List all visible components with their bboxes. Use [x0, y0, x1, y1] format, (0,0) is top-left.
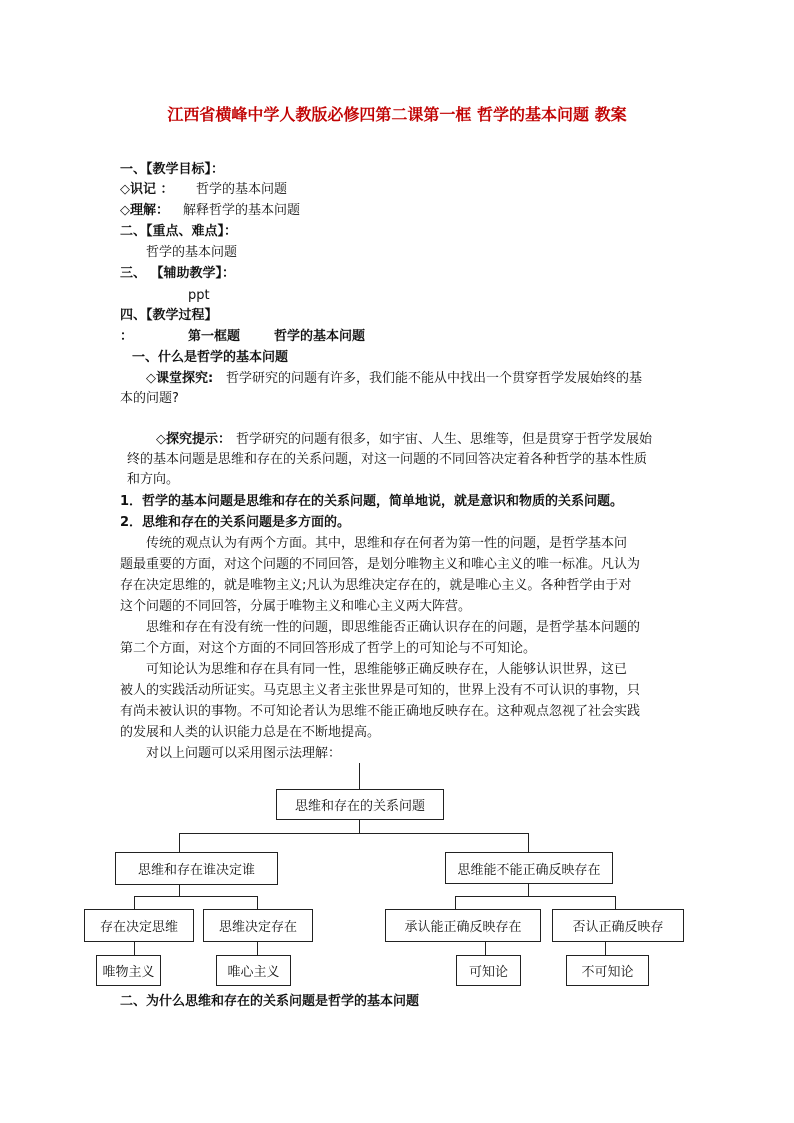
key-points-text: 哲学的基本问题: [146, 245, 238, 260]
hint-line-2: 终的基本问题是思维和存在的关系问题，对这一问题的不同回答决定着各种哲学的基本性质: [127, 452, 648, 467]
diagram-left-box: 思维和存在谁决定谁: [115, 852, 278, 885]
para3-line-2: 被人的实践活动所证实。马克思主义者主张世界是可知的，世界上没有不可认识的事物，只: [120, 683, 641, 698]
diagram-rl-box: 承认能正确反映存在: [385, 909, 541, 942]
aids-heading: 三、 【辅助教学】：: [120, 266, 236, 281]
para1-line-3: 存在决定思维的，就是唯物主义;凡认为思维决定存在的，就是唯心主义。各种哲学由于对: [120, 578, 632, 593]
part1-heading: 一、什么是哲学的基本问题: [132, 350, 289, 365]
diagram-ll-leaf: 唯物主义: [96, 955, 161, 986]
inquiry-line-1: 哲学研究的问题有许多，我们能不能从中找出一个贯穿哲学发展始终的基: [226, 371, 643, 386]
point-2: 2．思维和存在的关系问题是多方面的。: [120, 515, 351, 530]
hint-line-3: 和方向。: [127, 472, 180, 487]
diagram-root-box: 思维和存在的关系问题: [276, 789, 444, 820]
ll-branch-line: [134, 896, 135, 909]
diagram-lr-box: 思维决定存在: [203, 909, 313, 942]
para3-line-1: 可知论认为思维和存在具有同一性，思维能够正确反映存在，人能够认识世界，这已: [146, 662, 628, 677]
diagram-ll-box: 存在决定思维: [84, 909, 194, 942]
diagram-rl-leaf: 可知论: [456, 955, 521, 986]
understand-label: ◇理解：: [120, 203, 169, 218]
inquiry-label: ◇课堂探究:: [146, 371, 214, 386]
rr-branch-line: [615, 896, 616, 909]
root-down-line: [359, 818, 360, 833]
memorize-label: ◇识记 ：: [120, 182, 174, 197]
rl-leaf-line: [485, 940, 486, 955]
hint-label: ◇探究提示：: [156, 432, 231, 447]
ll-leaf-line: [134, 940, 135, 955]
inquiry-line-2: 本的问题?: [120, 391, 179, 406]
diagram-rr-leaf: 不可知论: [566, 955, 649, 986]
hint-line-1: 哲学研究的问题有很多，如宇宙、人生、思维等，但是贯穿于哲学发展始: [236, 432, 653, 447]
rl-branch-line: [455, 896, 456, 909]
aids-text: ppt: [188, 288, 210, 303]
point-1: 1．哲学的基本问题是思维和存在的关系问题，简单地说，就是意识和物质的关系问题。: [120, 494, 624, 509]
para3-line-4: 的发展和人类的认识能力总是在不断地提高。: [120, 725, 381, 740]
para3-line-3: 有尚未被认识的事物。不可知论者认为思维不能正确地反映存在。这种观点忽视了社会实践: [120, 704, 641, 719]
part2-heading: 二、为什么思维和存在的关系问题是哲学的基本问题: [120, 994, 420, 1009]
para2-line-2: 第二个方面，对这个方面的不同回答形成了哲学上的可知论与不可知论。: [120, 641, 537, 656]
understand-text: 解释哲学的基本问题: [183, 203, 301, 218]
frame-title: 哲学的基本问题: [274, 329, 366, 344]
right-down-line: [528, 882, 529, 896]
para4-line: 对以上问题可以采用图示法理解：: [146, 746, 342, 761]
diagram-lr-leaf: 唯心主义: [216, 955, 291, 986]
para1-line-1: 传统的观点认为有两个方面。其中，思维和存在何者为第一性的问题，是哲学基本问: [146, 536, 628, 551]
diagram-rr-box: 否认正确反映存: [552, 909, 684, 942]
process-heading: 四、【教学过程】: [120, 308, 218, 323]
rr-leaf-line: [605, 940, 606, 955]
para2-line-1: 思维和存在有没有统一性的问题，即思维能否正确认识存在的问题，是哲学基本问题的: [146, 620, 641, 635]
key-points-heading: 二、【重点、难点】：: [120, 224, 238, 239]
right-level2-line: [455, 896, 616, 897]
root-top-line: [359, 763, 360, 789]
process-colon: ：: [120, 329, 134, 344]
left-branch-line: [179, 833, 180, 853]
frame-label: 第一框题: [188, 329, 241, 344]
teaching-goals-heading: 一、【教学目标】：: [120, 162, 225, 177]
left-level2-line: [134, 896, 258, 897]
para1-line-2: 题最重要的方面，对这个问题的不同回答，是划分唯物主义和唯心主义的唯一标准。凡认为: [120, 557, 641, 572]
memorize-text: 哲学的基本问题: [196, 182, 288, 197]
para1-line-4: 这个问题的不同回答，分属于唯物主义和唯心主义两大阵营。: [120, 599, 472, 614]
lr-branch-line: [257, 896, 258, 909]
right-branch-line: [528, 833, 529, 852]
diagram-right-box: 思维能不能正确反映存在: [445, 852, 613, 884]
level1-horizontal-line: [179, 833, 529, 834]
lr-leaf-line: [257, 940, 258, 955]
document-title: 江西省横峰中学人教版必修四第二课第一框 哲学的基本问题 教案: [167, 105, 627, 124]
